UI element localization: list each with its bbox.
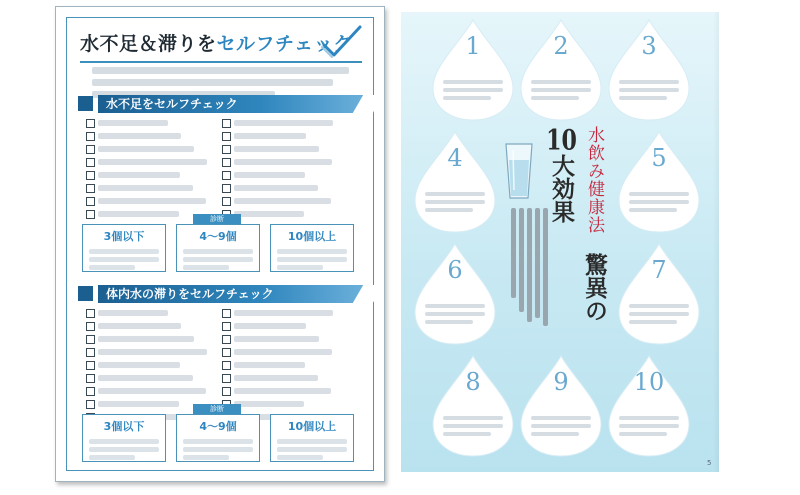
checklist-row: [86, 183, 354, 194]
score-heading: 10個以上: [287, 230, 337, 243]
checklist-item: [222, 321, 350, 332]
feature-lead-text: [511, 208, 549, 328]
checklist-item: [86, 170, 214, 181]
checklist-row: [86, 334, 354, 345]
checklist-item-text: [98, 159, 207, 165]
effect-drop: [517, 18, 605, 122]
score-panel-water-stagnation: [82, 405, 352, 463]
checklist-row: [86, 360, 354, 371]
checklist-item-text: [98, 120, 168, 126]
checklist-row: [86, 308, 354, 319]
checklist-item: [222, 183, 350, 194]
checklist-item-text: [98, 172, 180, 178]
self-check-page: [55, 6, 385, 482]
checklist-item: [86, 347, 214, 358]
feature-subtitle: 水飲み健康法: [584, 126, 604, 234]
effect-number: 3: [641, 32, 657, 60]
checkbox[interactable]: [222, 374, 231, 383]
checkbox[interactable]: [222, 387, 231, 396]
checklist-item-text: [234, 146, 319, 152]
checkbox[interactable]: [222, 322, 231, 331]
checklist-item-text: [234, 159, 332, 165]
checklist-item: [86, 386, 214, 397]
checkbox[interactable]: [86, 132, 95, 141]
effect-number: 1: [465, 32, 481, 60]
checklist-row: [86, 347, 354, 358]
effect-drop: [605, 18, 693, 122]
checkbox[interactable]: [86, 171, 95, 180]
checkbox[interactable]: [222, 361, 231, 370]
score-heading: 4〜9個: [199, 420, 237, 433]
effect-drop: [411, 242, 499, 346]
water-glass-icon: [504, 142, 534, 200]
checkbox[interactable]: [86, 197, 95, 206]
checkbox[interactable]: [86, 361, 95, 370]
checklist-item-text: [234, 310, 333, 316]
checklist-item-text: [98, 375, 193, 381]
checklist-item: [222, 308, 350, 319]
checklist-item-text: [234, 362, 305, 368]
checklist-item-text: [234, 172, 305, 178]
checklist-item-text: [234, 198, 331, 204]
section-marker-icon: [78, 286, 93, 301]
checklist-item: [86, 144, 214, 155]
checklist-item: [86, 334, 214, 345]
checklist-item: [86, 373, 214, 384]
checklist-item: [222, 360, 350, 371]
score-box: [270, 224, 354, 272]
effect-drop: [517, 354, 605, 458]
checklist-item-text: [234, 388, 331, 394]
checkbox[interactable]: [86, 184, 95, 193]
checkbox[interactable]: [222, 145, 231, 154]
effect-drop: [429, 18, 517, 122]
checkbox[interactable]: [222, 335, 231, 344]
checklist-item-text: [98, 362, 180, 368]
check-mark-icon: [320, 25, 362, 59]
effect-drop: [429, 354, 517, 458]
effect-number: 6: [447, 256, 463, 284]
checkbox[interactable]: [222, 184, 231, 193]
effect-number: 10: [633, 368, 665, 396]
title-part-a: 驚異の: [581, 253, 608, 322]
checklist-row: [86, 386, 354, 397]
checklist-item-text: [234, 349, 332, 355]
checklist-item: [222, 196, 350, 207]
checklist-item: [222, 386, 350, 397]
checklist-item: [222, 144, 350, 155]
checklist-item: [86, 131, 214, 142]
score-label: 診断: [193, 404, 241, 415]
effect-number: 8: [465, 368, 481, 396]
checkbox[interactable]: [86, 145, 95, 154]
checklist-item-text: [98, 323, 181, 329]
effect-number: 5: [651, 144, 667, 172]
checklist-item: [222, 334, 350, 345]
section-marker-icon: [78, 96, 93, 111]
score-panel-water-shortage: [82, 215, 352, 273]
checkbox[interactable]: [86, 348, 95, 357]
score-box: [176, 414, 260, 462]
score-heading: 3個以下: [103, 230, 145, 243]
checkbox[interactable]: [222, 348, 231, 357]
checklist-row: [86, 321, 354, 332]
score-heading: 10個以上: [287, 420, 337, 433]
page-title-main: 水不足＆滞りを: [80, 33, 217, 55]
checklist-item-text: [234, 323, 306, 329]
score-heading: 4〜9個: [199, 230, 237, 243]
checklist-item-text: [234, 133, 306, 139]
checklist-item: [222, 131, 350, 142]
checklist-item-text: [234, 336, 319, 342]
checkbox[interactable]: [222, 132, 231, 141]
effect-drop: [615, 242, 703, 346]
checkbox[interactable]: [86, 158, 95, 167]
score-box: [176, 224, 260, 272]
checklist-item-text: [234, 185, 318, 191]
checklist-row: [86, 373, 354, 384]
page-title-accent: セルフチェック: [216, 33, 353, 55]
page-number: 5: [707, 459, 712, 467]
section-label: 体内水の滞りをセルフチェック: [106, 287, 274, 301]
checklist-item: [222, 118, 350, 129]
checklist-item-text: [98, 310, 168, 316]
checklist-item-text: [98, 349, 207, 355]
effect-number: 2: [553, 32, 569, 60]
checklist-row: [86, 170, 354, 181]
checkbox[interactable]: [86, 335, 95, 344]
effect-drop: [411, 130, 499, 234]
checkbox[interactable]: [222, 309, 231, 318]
checklist-item-text: [98, 133, 181, 139]
score-heading: 3個以下: [103, 420, 145, 433]
score-box: [270, 414, 354, 462]
effect-number: 9: [553, 368, 569, 396]
checklist-item-text: [98, 388, 206, 394]
feature-title: [546, 126, 611, 346]
checkbox[interactable]: [86, 374, 95, 383]
checklist-item: [86, 118, 214, 129]
checkbox[interactable]: [86, 309, 95, 318]
checklist-row: [86, 118, 354, 129]
checklist-item-text: [234, 375, 318, 381]
section-bar-water-shortage: [98, 95, 368, 113]
checklist-item: [222, 373, 350, 384]
page-title: [80, 29, 352, 56]
effect-number: 4: [447, 144, 463, 172]
title-area: [80, 29, 362, 59]
score-box: [82, 224, 166, 272]
title-number: 10: [546, 126, 577, 154]
checklist-row: [86, 157, 354, 168]
checkbox[interactable]: [86, 119, 95, 128]
checklist-row: [86, 131, 354, 142]
checklist-item: [222, 170, 350, 181]
effect-drop: [615, 130, 703, 234]
effect-number: 7: [651, 256, 667, 284]
checklist-item: [86, 308, 214, 319]
checklist-item: [86, 157, 214, 168]
title-rule: [80, 61, 362, 63]
checklist-water-shortage: [86, 118, 354, 222]
checklist-row: [86, 196, 354, 207]
checklist-item-text: [234, 120, 333, 126]
ten-effects-page: [401, 12, 719, 472]
checkbox[interactable]: [222, 171, 231, 180]
checkbox[interactable]: [86, 387, 95, 396]
checkbox[interactable]: [222, 197, 231, 206]
section-label: 水不足をセルフチェック: [106, 97, 238, 111]
checklist-item: [86, 196, 214, 207]
checklist-item-text: [98, 336, 194, 342]
checklist-row: [86, 144, 354, 155]
checklist-item: [86, 360, 214, 371]
checkbox[interactable]: [222, 119, 231, 128]
checklist-item: [222, 157, 350, 168]
checkbox[interactable]: [86, 322, 95, 331]
checklist-item-text: [98, 185, 193, 191]
checklist-item: [222, 347, 350, 358]
title-part-b: 大効果: [548, 154, 575, 223]
score-box: [82, 414, 166, 462]
checklist-item: [86, 321, 214, 332]
section-bar-water-stagnation: [98, 285, 368, 303]
checklist-item-text: [98, 146, 194, 152]
checkbox[interactable]: [222, 158, 231, 167]
checklist-item-text: [98, 198, 206, 204]
checklist-item: [86, 183, 214, 194]
effect-drop: [605, 354, 693, 458]
score-label: 診断: [193, 214, 241, 225]
